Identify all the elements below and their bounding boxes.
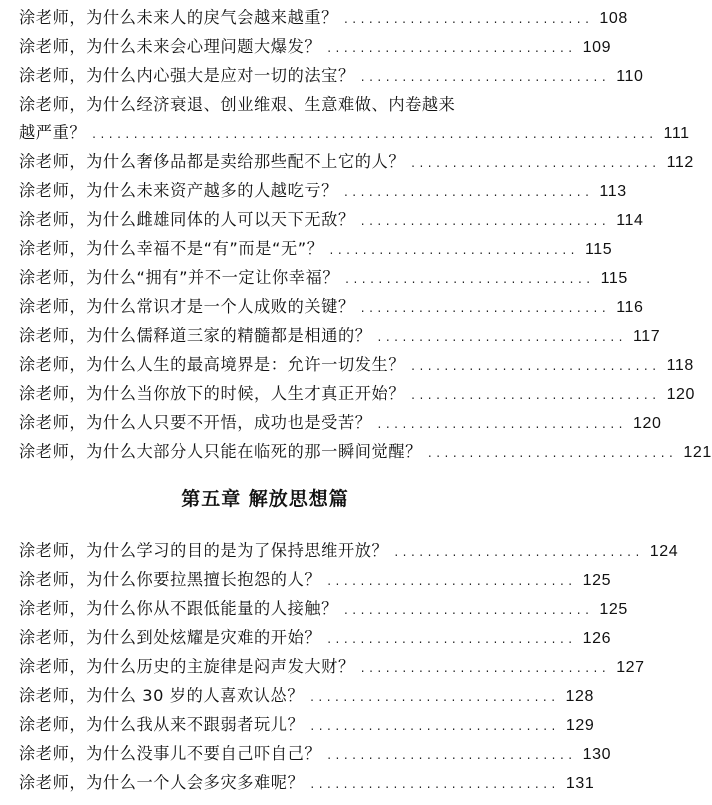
toc-entry[interactable] (19, 297, 644, 318)
page-number: 120 (632, 415, 662, 432)
toc-entry[interactable] (19, 239, 613, 260)
toc-entry[interactable] (19, 715, 595, 736)
leader-dots: .............................. (377, 330, 627, 344)
entry-title: 涂老师，为什么到处炫耀是灾难的开始？ (19, 628, 322, 647)
leader-dots: .................................................................... (92, 127, 658, 141)
leader-dots: .............................. (310, 719, 560, 733)
page-number: 121 (683, 444, 712, 461)
leader-dots: .............................. (343, 185, 594, 199)
leader-dots: .............................. (394, 545, 644, 559)
leader-dots: .............................. (327, 748, 577, 762)
entry-title: 涂老师，为什么历史的主旋律是闷声发大财？ (19, 657, 355, 676)
entry-title-line1: 涂老师，为什么经济衰退、创业维艰、生意难做、内卷越来 (19, 95, 456, 114)
leader-dots: .............................. (310, 690, 560, 704)
page-number: 117 (632, 328, 661, 345)
leader-dots: .............................. (411, 359, 661, 373)
toc-entry[interactable] (19, 210, 644, 231)
toc-entry[interactable] (19, 8, 628, 29)
page-number: 108 (599, 10, 628, 27)
page-number: 130 (582, 746, 612, 763)
entry-title: 涂老师，为什么 30 岁的人喜欢认怂？ (19, 686, 305, 705)
toc-entry[interactable] (19, 355, 694, 376)
entry-title: 涂老师，为什么奢侈品都是卖给那些配不上它的人？ (19, 152, 406, 171)
page-number: 113 (599, 183, 627, 200)
entry-title: 涂老师，为什么当你放下的时候，人生才真正开始？ (19, 384, 406, 403)
entry-title: 涂老师，为什么人生的最高境界是：允许一切发生？ (19, 355, 406, 374)
page-number: 124 (649, 543, 679, 560)
page-number: 125 (599, 601, 628, 618)
leader-dots: .............................. (360, 214, 611, 228)
leader-dots: .............................. (411, 156, 661, 170)
toc-entry[interactable] (19, 268, 628, 289)
page-number: 125 (582, 572, 612, 589)
toc-entry[interactable] (19, 152, 694, 173)
leader-dots: .............................. (329, 243, 579, 257)
entry-title-line2: 越严重？ (19, 123, 87, 142)
entry-title: 涂老师，为什么雌雄同体的人可以天下无敌？ (19, 210, 355, 229)
entry-title: 涂老师，为什么没事儿不要自己吓自己？ (19, 744, 322, 763)
toc-entry[interactable] (19, 744, 612, 765)
toc-entry[interactable] (19, 384, 696, 405)
chapter-heading: 第五章 解放思想篇 (181, 488, 349, 510)
page-number: 131 (565, 775, 595, 792)
leader-dots: .............................. (377, 417, 627, 431)
leader-dots: .............................. (345, 272, 595, 286)
page-number: 115 (600, 270, 628, 287)
entry-title: 涂老师，为什么一个人会多灾多难呢？ (19, 773, 305, 792)
leader-dots: .............................. (310, 777, 560, 791)
page-number: 111 (663, 125, 690, 142)
entry-title: 涂老师，为什么常识才是一个人成败的关键？ (19, 297, 355, 316)
entry-title: 涂老师，为什么未来资产越多的人越吃亏？ (19, 181, 338, 200)
page-number: 126 (582, 630, 612, 647)
leader-dots: .............................. (360, 70, 611, 84)
entry-title: 涂老师，为什么我从来不跟弱者玩儿？ (19, 715, 305, 734)
entry-title: 涂老师，为什么你要拉黑擅长抱怨的人？ (19, 570, 322, 589)
entry-title: 涂老师，为什么“拥有”并不一定让你幸福？ (19, 268, 340, 287)
entry-title: 涂老师，为什么未来会心理问题大爆发？ (19, 37, 322, 56)
leader-dots: .............................. (360, 301, 611, 315)
toc-entry[interactable] (19, 686, 595, 707)
page-number: 110 (616, 68, 644, 85)
entry-title: 涂老师，为什么内心强大是应对一切的法宝？ (19, 66, 355, 85)
leader-dots: .............................. (327, 574, 577, 588)
page-number: 129 (565, 717, 595, 734)
page-number: 115 (584, 241, 613, 258)
page-number: 109 (582, 39, 612, 56)
leader-dots: .............................. (343, 12, 594, 26)
leader-dots: .............................. (327, 632, 577, 646)
page-number: 128 (565, 688, 595, 705)
toc-entry[interactable] (19, 413, 662, 434)
toc-entry[interactable] (19, 773, 595, 794)
entry-title: 涂老师，为什么幸福不是“有”而是“无”？ (19, 239, 324, 258)
toc-entry[interactable] (19, 541, 679, 562)
toc-entry-multiline[interactable] (19, 95, 690, 151)
entry-title: 涂老师，为什么你从不跟低能量的人接触？ (19, 599, 338, 618)
leader-dots: .............................. (343, 603, 594, 617)
leader-dots: .............................. (427, 446, 678, 460)
leader-dots: .............................. (360, 661, 611, 675)
toc-entry[interactable] (19, 442, 712, 463)
page-number: 114 (616, 212, 644, 229)
entry-title: 涂老师，为什么大部分人只能在临死的那一瞬间觉醒？ (19, 442, 422, 461)
page-number: 112 (666, 154, 694, 171)
entry-title: 涂老师，为什么儒释道三家的精髓都是相通的？ (19, 326, 372, 345)
page-number: 116 (616, 299, 644, 316)
toc-entry[interactable] (19, 628, 612, 649)
toc-entry[interactable] (19, 326, 661, 347)
toc-entry[interactable] (19, 599, 628, 620)
page-number: 118 (666, 357, 694, 374)
toc-entry[interactable] (19, 181, 627, 202)
toc-entry[interactable] (19, 66, 644, 87)
toc-entry[interactable] (19, 657, 645, 678)
entry-title: 涂老师，为什么学习的目的是为了保持思维开放？ (19, 541, 389, 560)
entry-title: 涂老师，为什么人只要不开悟，成功也是受苦？ (19, 413, 372, 432)
page-number: 120 (666, 386, 696, 403)
page-number: 127 (616, 659, 645, 676)
leader-dots: .............................. (411, 388, 661, 402)
toc-entry[interactable] (19, 37, 612, 58)
leader-dots: .............................. (327, 41, 577, 55)
entry-title: 涂老师，为什么未来人的戾气会越来越重？ (19, 8, 338, 27)
toc-entry[interactable] (19, 570, 612, 591)
